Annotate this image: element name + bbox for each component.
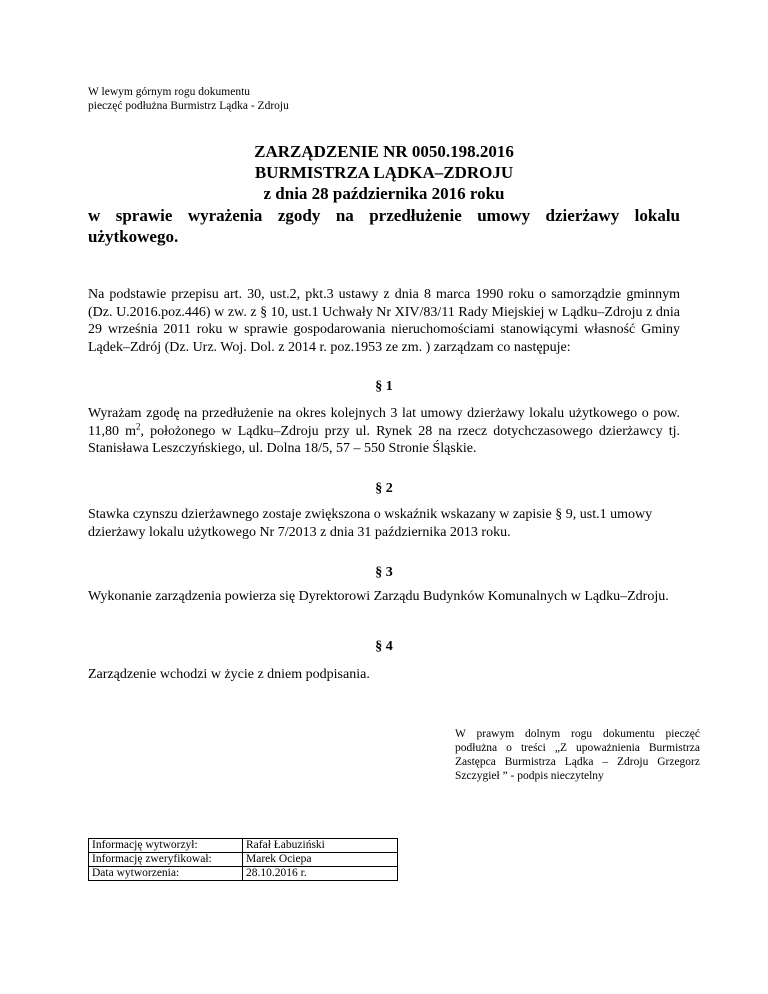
- document-title: [88, 141, 680, 204]
- section-1-heading: § 1: [375, 379, 393, 394]
- section-4-text: Zarządzenie wchodzi w życie z dniem podpisania.: [88, 667, 370, 682]
- title-line-1: ZARZĄDZENIE NR 0050.198.2016: [254, 142, 514, 161]
- bottom-right-stamp-note: W prawym dolnym rogu dokumentu pieczęć podłużna o treści „Z upoważnienia Burmistrza Zastępca Burmistrza Lądka – Zdroju Grzegorz Szczygieł ” - podpis nieczytelny: [455, 728, 700, 782]
- section-1-text: [88, 405, 680, 458]
- section-4-heading: § 4: [375, 639, 393, 654]
- section-3-heading: § 3: [375, 565, 393, 580]
- section-2-heading: § 2: [375, 481, 393, 496]
- table-row: [89, 839, 398, 853]
- title-line-2: BURMISTRZA LĄDKA–ZDROJU: [254, 163, 514, 182]
- info-label: Informację wytworzył:: [89, 839, 243, 853]
- info-table: [88, 838, 398, 881]
- section-1-text-a: Wyrażam zgodę na przedłużenie na okres kolejnych 3 lat umowy dzierżawy lokalu użytkowego o pow. 11,80 m: [88, 406, 680, 439]
- info-label: Data wytworzenia:: [89, 867, 243, 881]
- info-value: 28.10.2016 r.: [243, 867, 398, 881]
- info-value: Marek Ociepa: [243, 853, 398, 867]
- preamble-paragraph: Na podstawie przepisu art. 30, ust.2, pkt.3 ustawy z dnia 8 marca 1990 roku o samorządzie gminnym (Dz. U.2016.poz.446) w zw. z § 10, ust.1 Uchwały Nr XIV/83/11 Rady Miejskiej w Lądku–Zdroju z dnia 29 września 2011 roku w sprawie gospodarowania nieruchomościami stanowiącymi własność Gminy Lądek–Zdrój (Dz. Urz. Woj. Dol. z 2014 r. poz.1953 ze zm. ) zarządzam co następuje:: [88, 287, 680, 355]
- table-row: [89, 867, 398, 881]
- section-1-superscript: 2: [135, 420, 141, 431]
- table-row: [89, 853, 398, 867]
- top-note-line-2: pieczęć podłużna Burmistrz Lądka - Zdroju: [88, 100, 289, 112]
- title-line-3: z dnia 28 października 2016 roku: [263, 184, 505, 203]
- section-3-text: Wykonanie zarządzenia powierza się Dyrektorowi Zarządu Budynków Komunalnych w Lądku–Zdroju.: [88, 589, 669, 604]
- document-subject: w sprawie wyrażenia zgody na przedłużenie umowy dzierżawy lokalu użytkowego.: [88, 206, 680, 246]
- section-2-text: Stawka czynszu dzierżawnego zostaje zwiększona o wskaźnik wskazany w zapisie § 9, ust.1 umowy dzierżawy lokalu użytkowego Nr 7/2013 z dnia 31 października 2013 roku.: [88, 507, 653, 540]
- top-left-stamp-note: [88, 85, 488, 113]
- section-1-text-b: , położonego w Lądku–Zdroju przy ul. Rynek 28 na rzecz dotychczasowego dzierżawcy tj. Stanisława Leszczyńskiego, ul. Dolna 18/5, 57 – 550 Stronie Śląskie.: [88, 423, 680, 456]
- top-note-line-1: W lewym górnym rogu dokumentu: [88, 86, 251, 98]
- info-label: Informację zweryfikował:: [89, 853, 243, 867]
- info-value: Rafał Łabuziński: [243, 839, 398, 853]
